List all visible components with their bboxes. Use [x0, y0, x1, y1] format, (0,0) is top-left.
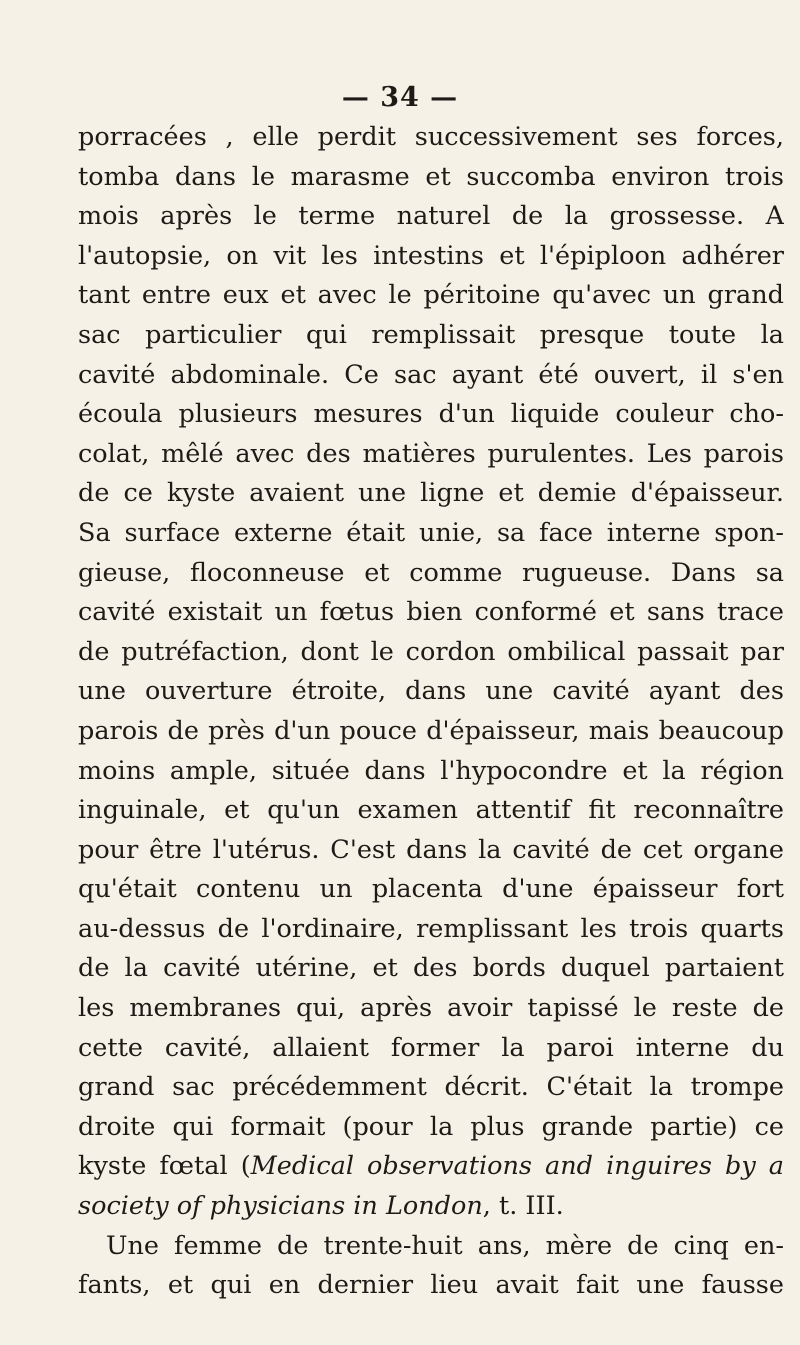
- text-line: Sa surface externe était unie, sa face interne spon-: [78, 517, 784, 548]
- text-line: gieuse, floconneuse et comme rugueuse. Dans sa: [78, 557, 784, 588]
- text-line: colat, mêlé avec des matières purulentes. Les parois: [78, 438, 784, 469]
- text-line: parois de près d'un pouce d'épaisseur, mais beaucoup: [78, 715, 784, 746]
- paragraph-2-line-2: fants, et qui en dernier lieu avait fait une fausse: [78, 1270, 784, 1301]
- citation-start: kyste fœtal (: [78, 1151, 251, 1182]
- citation-title-part2: society of physicians in London: [78, 1191, 483, 1222]
- page-number: — 34 —: [341, 82, 459, 113]
- text-line: sac particulier qui remplissait presque toute la: [78, 319, 784, 350]
- text-line: tant entre eux et avec le péritoine qu'avec un grand: [78, 280, 784, 311]
- text-line: une ouverture étroite, dans une cavité ayant des: [78, 676, 784, 707]
- text-line: cette cavité, allaient former la paroi interne du: [78, 1032, 784, 1063]
- text-line: les membranes qui, après avoir tapissé le reste de: [78, 993, 784, 1024]
- text-line: de putréfaction, dont le cordon ombilical passait par: [78, 636, 784, 667]
- text-line: porracées , elle perdit successivement ses forces,: [78, 122, 784, 152]
- citation-line-1: [78, 1147, 784, 1187]
- text-line: de la cavité utérine, et des bords duquel partaient: [78, 953, 784, 984]
- text-line: mois après le terme naturel de la grossesse. A: [78, 201, 784, 232]
- text-line: tomba dans le marasme et succomba environ trois: [78, 161, 784, 192]
- text-line: pour être l'utérus. C'est dans la cavité de cet organe: [78, 834, 784, 865]
- text-line: droite qui formait (pour la plus grande partie) ce: [78, 1111, 784, 1142]
- citation-title-part1: Medical observations and inguires by a: [250, 1151, 784, 1182]
- text-line: au-dessus de l'ordinaire, remplissant les trois quarts: [78, 913, 784, 944]
- text-line: moins ample, située dans l'hypocondre et la région: [78, 755, 784, 786]
- text-line: qu'était contenu un placenta d'une épaisseur fort: [78, 874, 784, 905]
- text-line: cavité existait un fœtus bien conformé et sans trace: [78, 597, 784, 628]
- citation-line-2: [78, 1187, 784, 1227]
- body-text: [78, 118, 784, 1306]
- text-line: l'autopsie, on vit les intestins et l'épiploon adhérer: [78, 240, 784, 271]
- text-line: de ce kyste avaient une ligne et demie d'épaisseur.: [78, 478, 784, 509]
- text-line: grand sac précédemment décrit. C'était la trompe: [78, 1072, 784, 1103]
- paragraph-2-line-1: Une femme de trente-huit ans, mère de cinq en-: [106, 1230, 784, 1261]
- text-line: écoula plusieurs mesures d'un liquide couleur cho-: [78, 399, 784, 430]
- text-line: cavité abdominale. Ce sac ayant été ouvert, il s'en: [78, 359, 784, 390]
- text-line: inguinale, et qu'un examen attentif fit reconnaître: [78, 795, 784, 826]
- citation-end: , t. III.: [482, 1191, 564, 1222]
